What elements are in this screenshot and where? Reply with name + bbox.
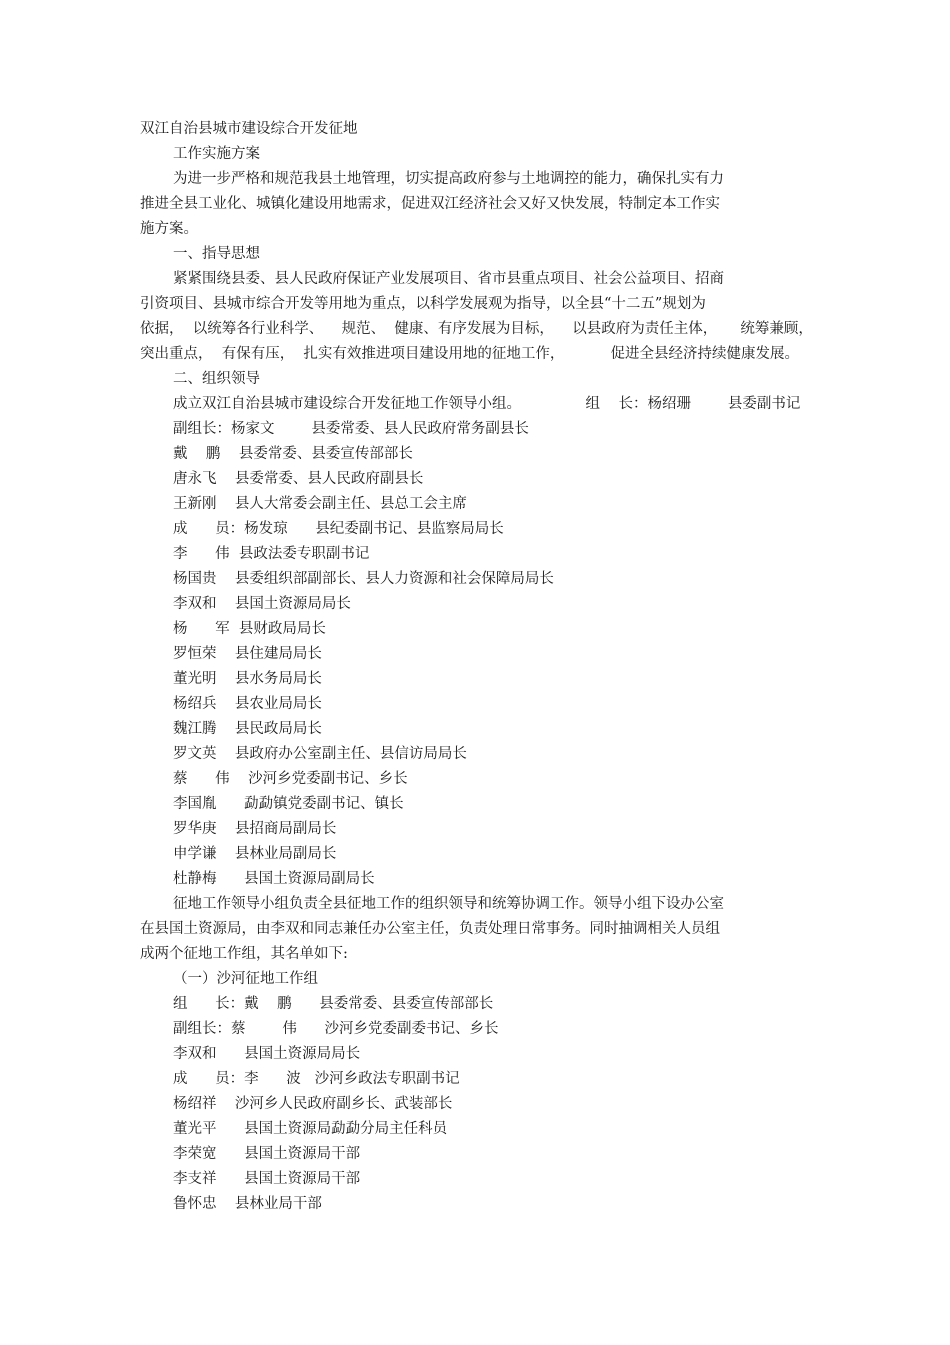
member-line: 杜静梅 县国土资源局副局长 — [173, 871, 375, 887]
member-line: 唐永飞 县委常委、县人民政府副县长 — [173, 471, 424, 487]
member-line: 王新刚 县人大常委会副主任、县总工会主席 — [173, 496, 467, 512]
paragraph-line: 引资项目、县城市综合开发等用地为重点，以科学发展观为指导，以全县“十二五”规划为 — [140, 296, 706, 312]
paragraph-line: 成两个征地工作组，其名单如下: — [140, 946, 348, 962]
paragraph-line: 突出重点， 有保有压， 扎实有效推进项目建设用地的征地工作， 促进全县经济持续健康发展。 — [140, 346, 800, 362]
member-line: 李双和 县国土资源局局长 — [173, 596, 351, 612]
member-line: 李荣宽 县国土资源局干部 — [173, 1146, 361, 1162]
paragraph-line: 推进全县工业化、城镇化建设用地需求，促进双江经济社会又好又快发展，特制定本工作实 — [140, 196, 720, 212]
member-line: 董光明 县水务局局长 — [173, 671, 322, 687]
member-line: 成 员：杨发琼 县纪委副书记、县监察局局长 — [173, 521, 504, 537]
member-line: 副组长：蔡 伟 沙河乡党委副委书记、乡长 — [173, 1021, 499, 1037]
member-line: 副组长：杨家文 县委常委、县人民政府常务副县长 — [173, 421, 529, 437]
member-line: 蔡 伟 沙河乡党委副书记、乡长 — [173, 771, 408, 787]
member-line: 杨绍兵 县农业局局长 — [173, 696, 322, 712]
member-line: 董光平 县国土资源局勐勐分局主任科员 — [173, 1121, 448, 1137]
doc-title-line-2: 工作实施方案 — [173, 146, 260, 162]
member-line: 戴 鹏 县委常委、县委宣传部部长 — [173, 446, 413, 462]
member-line: 李 伟 县政法委专职副书记 — [173, 546, 370, 562]
member-line: 李支祥 县国土资源局干部 — [173, 1171, 361, 1187]
member-line: 李国胤 勐勐镇党委副书记、镇长 — [173, 796, 404, 812]
paragraph-line: 紧紧围绕县委、县人民政府保证产业发展项目、省市县重点项目、社会公益项目、招商 — [173, 271, 724, 287]
paragraph-line: 施方案。 — [140, 221, 198, 237]
paragraph-line: 在县国土资源局，由李双和同志兼任办公室主任，负责处理日常事务。同时抽调相关人员组 — [140, 921, 720, 937]
paragraph-line: 为进一步严格和规范我县土地管理，切实提高政府参与土地调控的能力，确保扎实有力 — [173, 171, 724, 187]
subsection-heading: （一）沙河征地工作组 — [173, 971, 318, 987]
paragraph-line: 依据， 以统筹各行业科学、 规范、 健康、有序发展为目标， 以县政府为责任主体， 统筹兼顾， — [140, 321, 813, 337]
member-line: 杨国贵 县委组织部副部长、县人力资源和社会保障局局长 — [173, 571, 554, 587]
member-line: 杨绍祥 沙河乡人民政府副乡长、武装部长 — [173, 1096, 453, 1112]
doc-title-line-1: 双江自治县城市建设综合开发征地 — [140, 121, 358, 137]
member-line: 李双和 县国土资源局局长 — [173, 1046, 361, 1062]
member-line: 申学谦 县林业局副局长 — [173, 846, 337, 862]
member-line: 成 员：李 波 沙河乡政法专职副书记 — [173, 1071, 460, 1087]
paragraph-line: 成立双江自治县城市建设综合开发征地工作领导小组。 组 长：杨绍珊 县委副书记 — [173, 396, 801, 412]
member-line: 罗华庚 县招商局副局长 — [173, 821, 337, 837]
section-heading: 一、指导思想 — [173, 246, 260, 262]
section-heading: 二、组织领导 — [173, 371, 260, 387]
member-line: 罗文英 县政府办公室副主任、县信访局局长 — [173, 746, 467, 762]
paragraph-line: 征地工作领导小组负责全县征地工作的组织领导和统筹协调工作。领导小组下设办公室 — [173, 896, 724, 912]
member-line: 魏江腾 县民政局局长 — [173, 721, 322, 737]
member-line: 杨 军 县财政局局长 — [173, 621, 326, 637]
member-line: 组 长：戴 鹏 县委常委、县委宣传部部长 — [173, 996, 494, 1012]
member-line: 罗恒荣 县住建局局长 — [173, 646, 322, 662]
member-line: 鲁怀忠 县林业局干部 — [173, 1196, 322, 1212]
